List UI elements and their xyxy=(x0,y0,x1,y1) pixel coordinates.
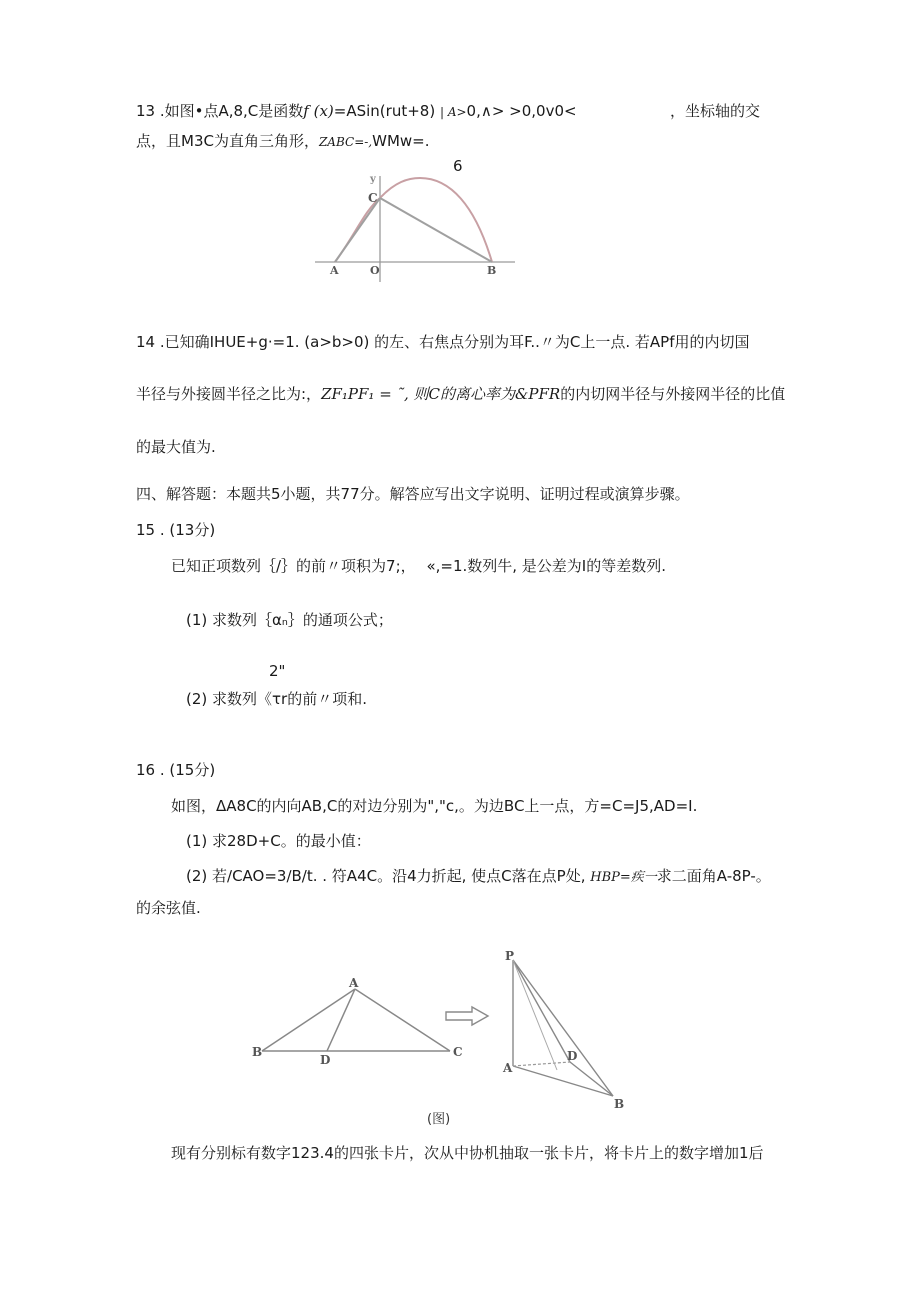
q13-line1-end: ，坐标轴的交 xyxy=(670,102,761,120)
q15-part2-sup: 2" xyxy=(269,662,286,680)
q15-header: 15 . (13分) xyxy=(136,521,216,539)
q13-line1: 13 .如图•点A,8,C是函数f (x)=ASin(rut+8) | A>0,∧> >0,0v0< xyxy=(136,102,577,120)
segment-pd xyxy=(513,960,570,1062)
label-d: D xyxy=(567,1049,578,1063)
label-a: A xyxy=(349,976,359,990)
label-b: B xyxy=(614,1097,625,1111)
label-a: A xyxy=(330,264,339,277)
q15-stem: 已知正项数列｛/｝的前〃项积为7;， «,=1.数列牛, 是公差为I的等差数列. xyxy=(171,557,666,575)
label-y: y xyxy=(370,174,376,185)
label-c: C xyxy=(368,191,378,205)
q14-line3: 的最大值为. xyxy=(136,438,216,456)
segment-ad-dashed xyxy=(513,1062,570,1066)
q16-pyramid-figure xyxy=(495,948,635,1113)
q16-part2-cont: 的余弦值. xyxy=(136,899,201,917)
segment-ac xyxy=(355,989,450,1051)
label-d: D xyxy=(320,1053,331,1067)
label-b: B xyxy=(252,1045,263,1059)
segment-ac xyxy=(335,198,380,262)
segment-pe xyxy=(513,960,557,1070)
q16-triangle-figure xyxy=(250,975,470,1065)
q13-line2: 点，且M3C为直角三角形，ZABC=-,WMw=. xyxy=(136,132,430,150)
label-b: B xyxy=(487,264,497,277)
q16-part2: (2) 若∕CAO=3∕B/t. . 符A4C。沿4力折起, 使点C落在点P处, HBP=疾一求二面角A-8P-。 xyxy=(186,867,771,885)
q15-part2: (2) 求数列《τr的前〃项和. xyxy=(186,690,367,708)
fold-arrow-icon xyxy=(444,1006,490,1026)
figure-caption: (图) xyxy=(427,1112,451,1127)
q14-line1: 14 .已知确IHUE+g·=1. (a>b>0) 的左、右焦点分别为耳F..〃为C上一点. 若APf用的内切国 xyxy=(136,333,750,351)
section-heading: 四、解答题：本题共5小题，共77分。解答应写出文字说明、证明过程或演算步骤。 xyxy=(136,485,690,503)
segment-ab xyxy=(513,1066,613,1096)
label-p: P xyxy=(505,949,515,963)
q16-header: 16 . (15分) xyxy=(136,761,216,779)
q14-line2: 半径与外接圆半径之比为:，ZF₁PF₁ = ˜, 则C的离心率为&PFR的内切网半径与外接网半径的比值 xyxy=(136,385,786,403)
label-a: A xyxy=(503,1061,513,1075)
segment-pb xyxy=(513,960,613,1096)
q16-stem: 如图，ΔA8C的内向AB,C的对边分别为","c,。为边BC上一点，方=C=J5,AD=I. xyxy=(171,797,698,815)
label-o: O xyxy=(370,264,380,277)
q13-fraction-denominator: 6 xyxy=(453,157,463,175)
label-c: C xyxy=(453,1045,463,1059)
tail-line: 现有分别标有数字123.4的四张卡片，次从中协机抽取一张卡片，将卡片上的数字增加1后 xyxy=(171,1144,764,1162)
q15-part1: (1) 求数列｛αₙ｝的通项公式； xyxy=(186,611,393,629)
q16-part1: (1) 求28D+C。的最小值： xyxy=(186,832,371,850)
q13-figure xyxy=(310,170,520,285)
segment-cb xyxy=(380,198,492,262)
